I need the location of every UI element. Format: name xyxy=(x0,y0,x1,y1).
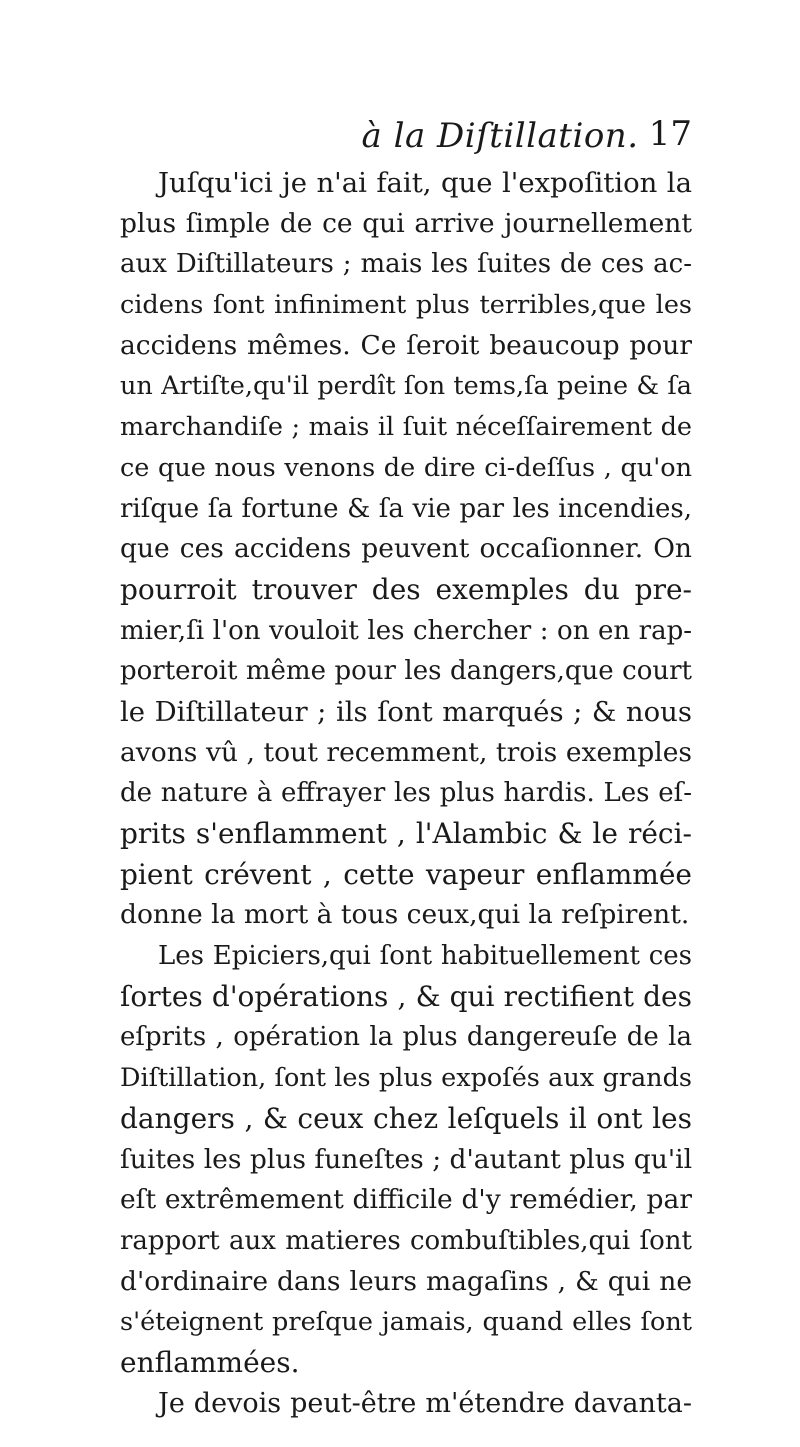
text-line: Je devois peut-être m'étendre davanta- xyxy=(158,1387,692,1419)
text-line: prits s'enflamment , l'Alambic & le réci- xyxy=(120,817,692,850)
text-line: ſortes d'opérations , & qui rectifient des xyxy=(120,979,692,1013)
text-line: accidens mêmes. Ce ſeroit beaucoup pour xyxy=(120,329,692,361)
text-line: avons vû , tout recemment, trois exemples xyxy=(120,736,692,768)
text-line: pient crévent , cette vapeur enflammée xyxy=(120,857,692,891)
text-line: marchandiſe ; mais il ſuit néceſſairement de xyxy=(120,412,692,443)
text-line: s'éteignent preſque jamais, quand elles ſont xyxy=(120,1307,692,1338)
running-title: à la Diſtillation. xyxy=(361,116,639,156)
text-line: le Diſtillateur ; ils ſont marqués ; & nous xyxy=(120,695,692,728)
text-line: plus ſimple de ce qui arrive journellement xyxy=(120,207,692,239)
text-line: rapport aux matieres combuſtibles,qui ſont xyxy=(120,1225,692,1256)
text-line: ſuites les plus funeſtes ; d'autant plus qu'il xyxy=(120,1143,692,1175)
page-number: 17 xyxy=(648,114,692,154)
text-line: porteroit même pour les dangers,que court xyxy=(120,656,692,687)
text-line: eſt extrêmement difficile d'y remédier, par xyxy=(120,1184,692,1216)
text-line: donne la mort à tous ceux,qui la reſpirent. xyxy=(120,899,690,931)
text-line: de nature à effrayer les plus hardis. Les eſ- xyxy=(120,778,692,809)
text-line: eſprits , opération la plus dangereuſe de la xyxy=(120,1022,692,1053)
text-line: Diſtillation, ſont les plus expoſés aux grands xyxy=(120,1063,692,1094)
text-line: pourroit trouver des exemples du pre- xyxy=(120,572,692,606)
text-line: dangers , & ceux chez leſquels il ont les xyxy=(120,1101,692,1135)
text-line: cidens ſont infiniment plus terribles,que les xyxy=(120,290,692,321)
text-line: riſque ſa fortune & ſa vie par les incendies, xyxy=(120,493,692,524)
text-line: aux Diſtillateurs ; mais les ſuites de ces ac- xyxy=(120,249,692,280)
text-line: ce que nous venons de dire ci-deſſus , qu'on xyxy=(120,452,692,483)
running-head xyxy=(120,108,692,158)
text-line: que ces accidens peuvent occaſionner. On xyxy=(120,533,692,565)
text-line: un Artiſte,qu'il perdît ſon tems,ſa peine & ſa xyxy=(120,371,692,402)
body-text xyxy=(120,163,692,1424)
text-line: Juſqu'ici je n'ai fait, que l'expoſition la xyxy=(158,167,692,199)
text-line: mier,ſi l'on vouloit les chercher : on en rap- xyxy=(120,615,692,646)
text-line: d'ordinaire dans leurs magaſins , & qui ne xyxy=(120,1265,692,1297)
text-line: Les Epiciers,qui ſont habituellement ces xyxy=(158,941,692,972)
text-line: enflammées. xyxy=(120,1345,300,1379)
